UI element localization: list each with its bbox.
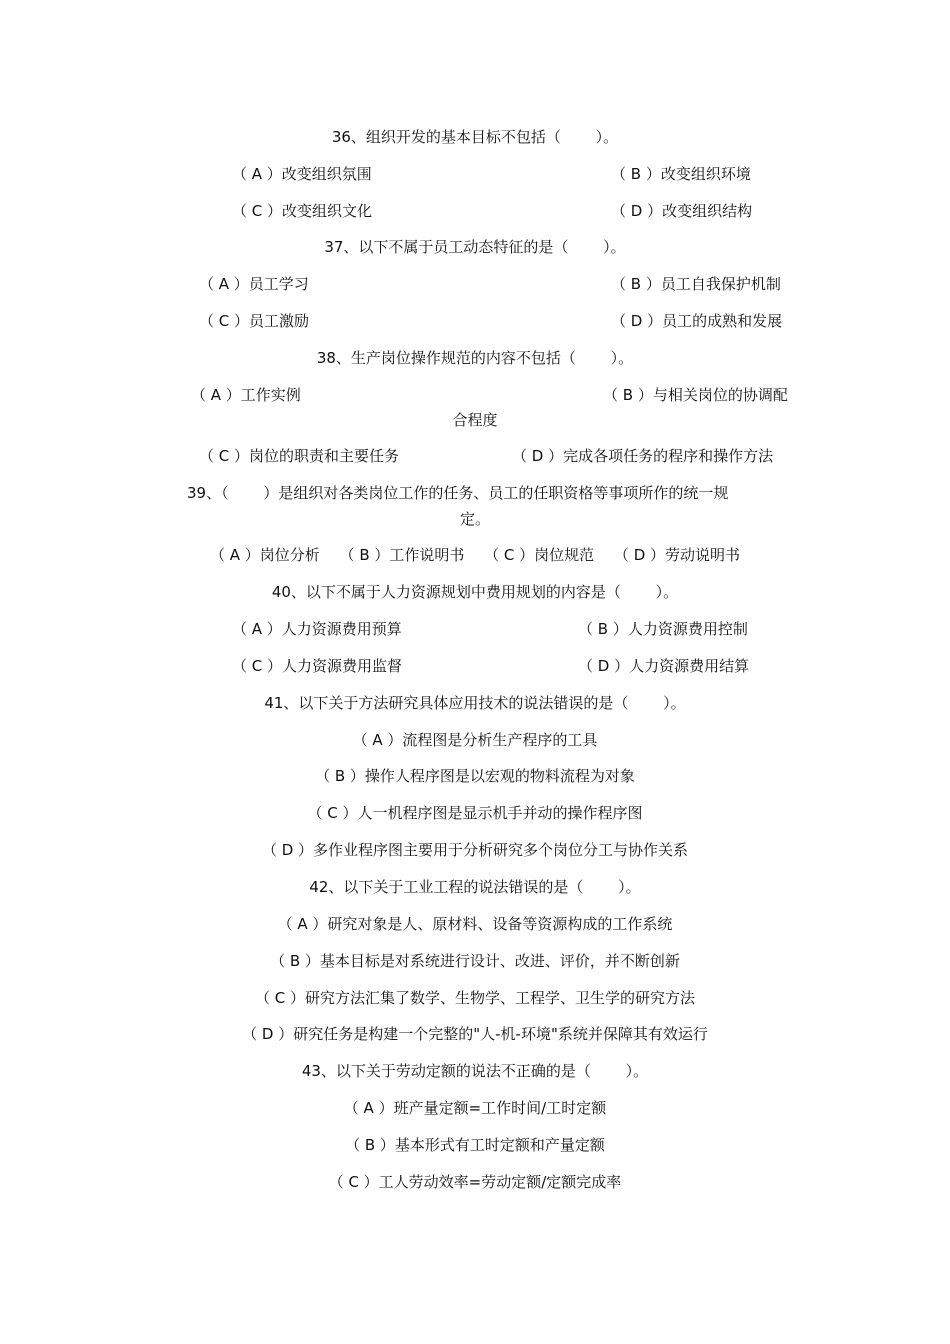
question-38-option-b-continued: 合程度 <box>452 411 498 429</box>
question-42-option-d: （ D ）研究任务是构建一个完整的"人-机-环境"系统并保障其有效运行 <box>242 1025 708 1043</box>
question-42-option-b: （ B ）基本目标是对系统进行设计、改进、评价，并不断创新 <box>270 952 680 970</box>
question-43-option-b: （ B ）基本形式有工时定额和产量定额 <box>345 1136 605 1154</box>
question-36-option-a: （ A ）改变组织氛围 <box>232 165 372 183</box>
question-43-stem: 43、以下关于劳动定额的说法不正确的是（ ）。 <box>301 1062 649 1080</box>
question-37-option-a: （ A ）员工学习 <box>199 275 309 293</box>
question-36-stem: 36、组织开发的基本目标不包括（ ）。 <box>331 128 619 146</box>
question-40-option-a: （ A ）人力资源费用预算 <box>232 620 402 638</box>
question-38-stem: 38、生产岗位操作规范的内容不包括（ ）。 <box>316 349 634 367</box>
question-41-option-a: （ A ）流程图是分析生产程序的工具 <box>352 731 598 749</box>
question-36-option-d: （ D ）改变组织结构 <box>611 202 753 220</box>
question-40-option-b: （ B ）人力资源费用控制 <box>578 620 748 638</box>
question-41-stem: 41、以下关于方法研究具体应用技术的说法错误的是（ ）。 <box>264 694 686 712</box>
question-36-option-b: （ B ）改变组织环境 <box>611 165 751 183</box>
question-38-option-d: （ D ）完成各项任务的程序和操作方法 <box>512 447 774 465</box>
question-37-option-b: （ B ）员工自我保护机制 <box>611 275 781 293</box>
question-38-option-a: （ A ）工作实例 <box>191 386 301 404</box>
question-41-option-b: （ B ）操作人程序图是以宏观的物料流程为对象 <box>315 767 635 785</box>
question-39-stem: 39、（ ）是组织对各类岗位工作的任务、员工的任职资格等事项所作的统一规 <box>187 484 729 502</box>
question-37-stem: 37、以下不属于员工动态特征的是（ ）。 <box>324 238 626 256</box>
question-39-stem-continued: 定。 <box>459 510 490 528</box>
question-43-option-a: （ A ）班产量定额=工作时间/工时定额 <box>343 1099 607 1117</box>
question-39-options: （ A ）岗位分析 （ B ）工作说明书 （ C ）岗位规范 （ D ）劳动说明书 <box>209 546 741 564</box>
question-40-stem: 40、以下不属于人力资源规划中费用规划的内容是（ ）。 <box>271 583 679 601</box>
question-42-stem: 42、以下关于工业工程的说法错误的是（ ）。 <box>309 878 641 896</box>
question-38-option-c: （ C ）岗位的职责和主要任务 <box>199 447 400 465</box>
question-40-option-d: （ D ）人力资源费用结算 <box>578 657 750 675</box>
question-36-option-c: （ C ）改变组织文化 <box>232 202 373 220</box>
question-42-option-a: （ A ）研究对象是人、原材料、设备等资源构成的工作系统 <box>277 915 673 933</box>
question-41-option-c: （ C ）人一机程序图是显示机手并动的操作程序图 <box>307 804 643 822</box>
question-40-option-c: （ C ）人力资源费用监督 <box>232 657 403 675</box>
question-38-option-b: （ B ）与相关岗位的协调配 <box>603 386 788 404</box>
question-41-option-d: （ D ）多作业程序图主要用于分析研究多个岗位分工与协作关系 <box>261 841 689 859</box>
question-42-option-c: （ C ）研究方法汇集了数学、生物学、工程学、卫生学的研究方法 <box>254 989 695 1007</box>
question-37-option-d: （ D ）员工的成熟和发展 <box>611 312 783 330</box>
question-37-option-c: （ C ）员工激励 <box>199 312 310 330</box>
question-43-option-c: （ C ）工人劳动效率=劳动定额/定额完成率 <box>328 1173 622 1191</box>
